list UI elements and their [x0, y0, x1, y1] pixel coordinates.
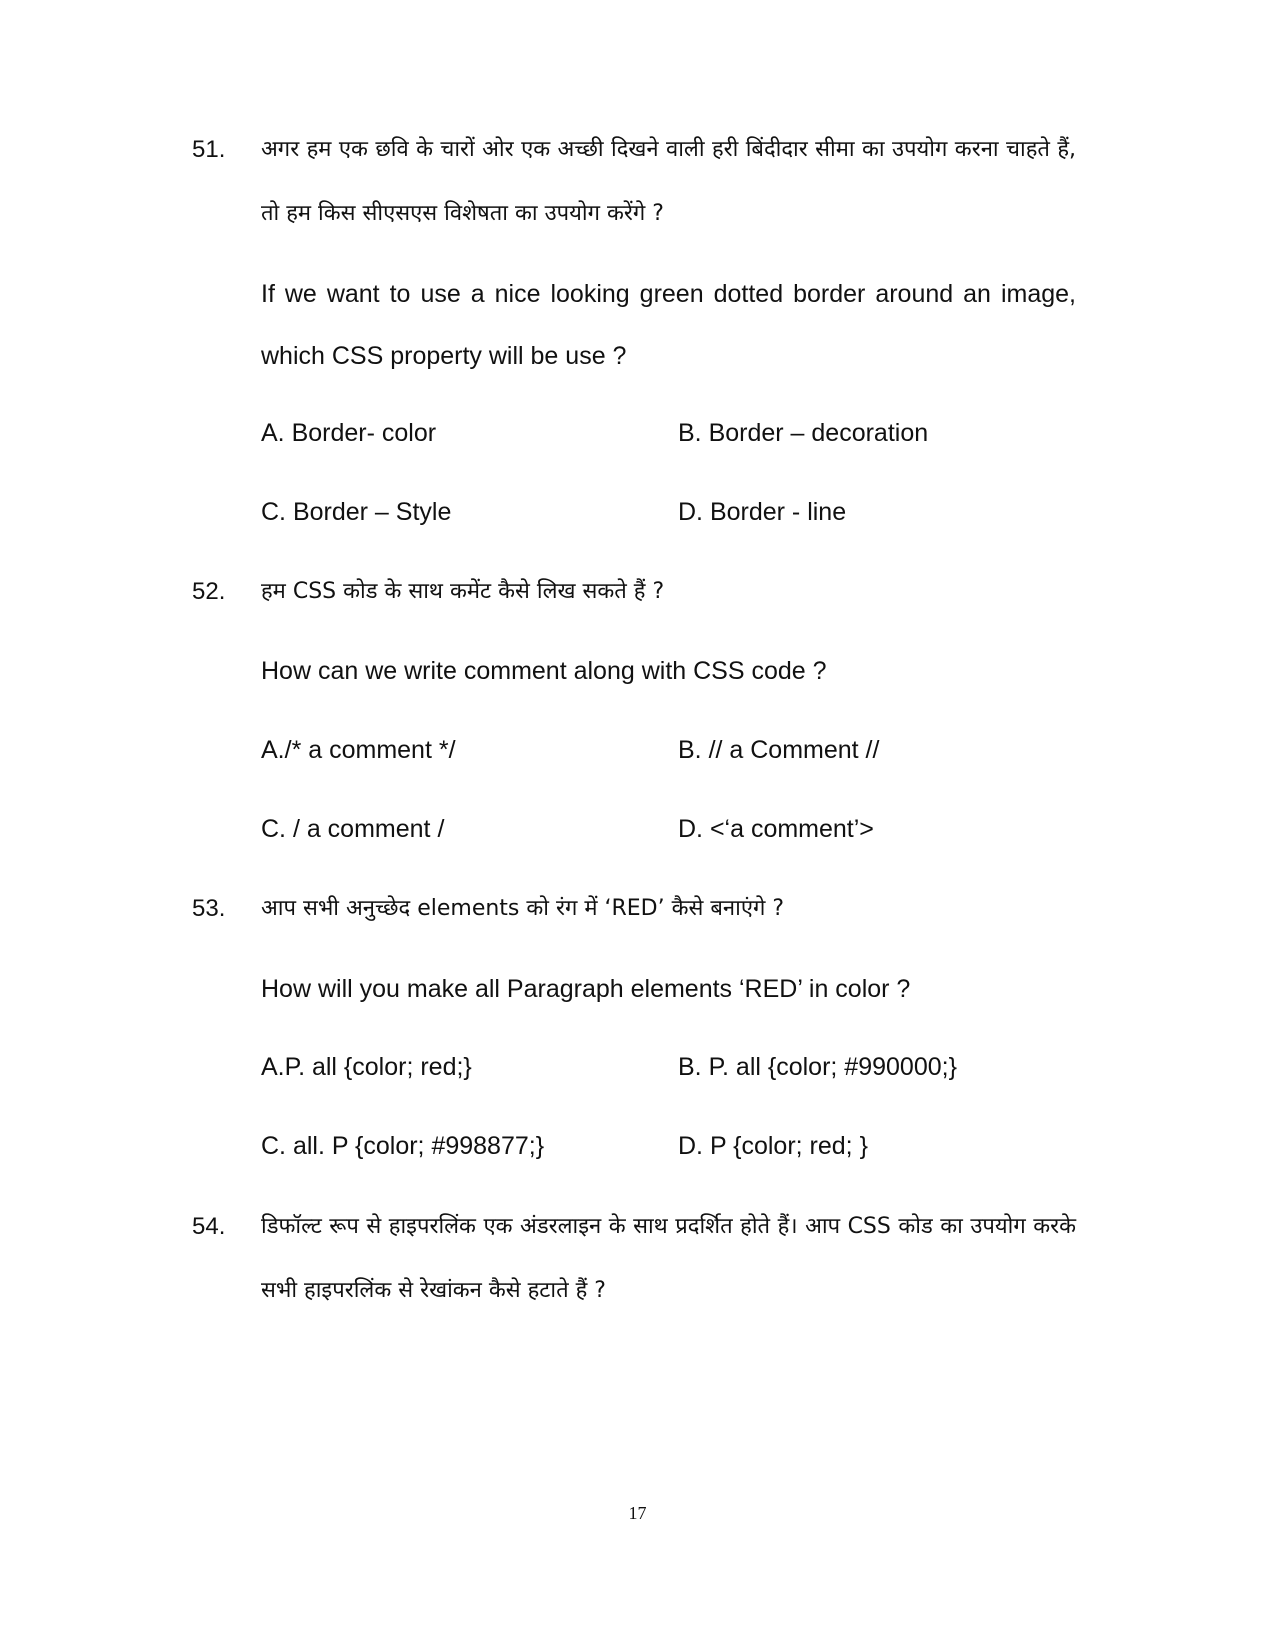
option-c: C. Border – Style	[261, 498, 452, 526]
option-b: B. Border – decoration	[678, 419, 929, 447]
question-number: 54.	[192, 1213, 226, 1240]
question-text-hindi: डिफॉल्ट रूप से हाइपरलिंक एक अंडरलाइन के साथ प्रदर्शित होते हैं। आप CSS कोड का उपयोग करके सभी हाइपरलिंक से रेखांकन कैसे हटाते हैं ?	[261, 1214, 1076, 1303]
option-a: A./* a comment */	[261, 736, 456, 764]
option-b: B. P. all {color; #990000;}	[678, 1053, 957, 1081]
question-text-hindi: अगर हम एक छवि के चारों ओर एक अच्छी दिखने वाली हरी बिंदीदार सीमा का उपयोग करना चाहते हैं, तो हम किस सीएसएस विशेषता का उपयोग करेंगे ?	[261, 137, 1076, 226]
question-number: 51.	[192, 136, 226, 163]
question-text-hindi: आप सभी अनुच्छेद elements को रंग में ‘RED’ कैसे बनाएंगे ?	[261, 896, 785, 921]
option-d: D. P {color; red; }	[678, 1132, 868, 1160]
page-number: 17	[628, 1503, 647, 1523]
question-text-english: How will you make all Paragraph elements ‘RED’ in color ?	[261, 975, 911, 1003]
option-c: C. all. P {color; #998877;}	[261, 1132, 545, 1160]
question-text-english: If we want to use a nice looking green dotted border around an image, which CSS property will be use ?	[261, 280, 1076, 370]
question-number: 52.	[192, 578, 226, 605]
option-b: B. // a Comment //	[678, 736, 880, 764]
question-number: 53.	[192, 895, 226, 922]
question-text-english: How can we write comment along with CSS code ?	[261, 657, 827, 685]
option-d: D. Border - line	[678, 498, 847, 526]
option-a: A. Border- color	[261, 419, 437, 447]
option-c: C. / a comment /	[261, 815, 445, 843]
question-text-hindi: हम CSS कोड के साथ कमेंट कैसे लिख सकते हैं ?	[261, 579, 665, 604]
option-a: A.P. all {color; red;}	[261, 1053, 472, 1081]
option-d: D. <‘a comment’>	[678, 815, 874, 843]
